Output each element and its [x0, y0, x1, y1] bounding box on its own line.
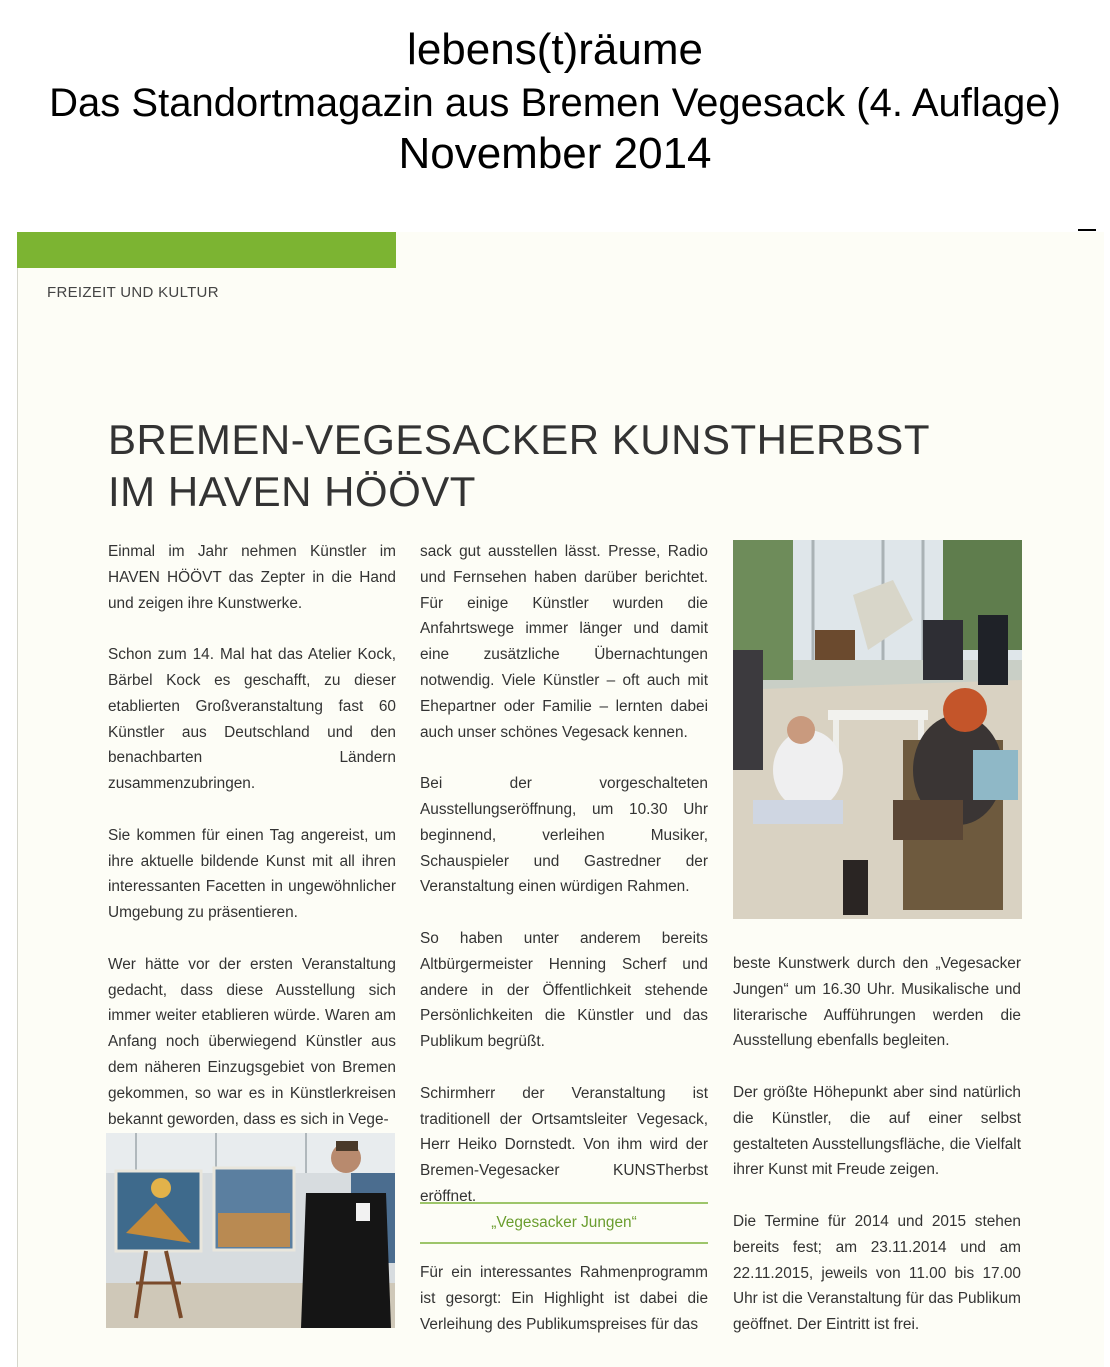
- magazine-subtitle: Das Standortmagazin aus Bremen Vegesack (4. Auflage): [49, 81, 1061, 125]
- section-label: FREIZEIT UND KULTUR: [47, 284, 219, 301]
- paragraph: sack gut ausstellen lässt. Presse, Radio und Fernsehen haben darüber berichtet. Für einige Künstler wurden die Anfahrtswege immer länger und damit eine zusätzliche Übernachtungen notwendig. Viele Künstler – oft auch mit Ehepartner oder Familie – lernten dabei auch unser schönes Vegesack kennen.: [420, 543, 708, 741]
- paragraph: Der größte Höhepunkt aber sind natürlich die Künstler, die auf einer selbst gestalteten Ausstellungsfläche, die Vielfalt ihrer Kunst mit Freude zeigen.: [733, 1083, 1021, 1179]
- article-title: [108, 414, 930, 518]
- paragraph: Sie kommen für einen Tag angereist, um ihre aktuelle bildende Kunst mit all ihren interessanten Facetten in ungewöhnlicher Umgebung zu präsentieren.: [108, 826, 396, 922]
- paragraph: Bei der vorgeschalteten Ausstellungseröffnung, um 10.30 Uhr beginnend, verleihen Musiker, Schauspieler und Gastredner der Veranstaltung einen würdigen Rahmen.: [420, 775, 708, 896]
- text-column-1: [108, 539, 396, 1158]
- text-column-2: [420, 539, 708, 1236]
- paragraph: Für ein interessantes Rahmenprogramm ist gesorgt: Ein Highlight ist dabei die Verleihung des Publikumspreises für das: [420, 1264, 708, 1333]
- magazine-name: lebens(t)räume: [407, 25, 703, 74]
- section-color-bar: [17, 232, 396, 268]
- paragraph: Die Termine für 2014 und 2015 stehen bereits fest; am 23.11.2014 und am 22.11.2015, jeweils von 11.00 bis 17.00 Uhr ist die Veranstaltung für das Publikum geöffnet. Der Eintritt ist frei.: [733, 1212, 1021, 1334]
- text-column-2-continued: [420, 1260, 708, 1363]
- subheading: „Vegesacker Jungen“: [420, 1202, 708, 1244]
- issue-date: November 2014: [398, 129, 712, 178]
- scan-mark: [1078, 229, 1096, 231]
- paragraph: Wer hätte vor der ersten Veranstaltung gedacht, dass diese Ausstellung sich immer weiter etablieren würde. Waren am Anfang noch überwiegend Künstler aus dem näheren Einzugsgebiet von Bremen gekommen, so war es in Künstlerkreisen bekannt geworden, dass es sich in Vege-: [108, 955, 396, 1128]
- title-line-2: IM HAVEN HÖÖVT: [108, 468, 476, 515]
- paragraph: Schon zum 14. Mal hat das Atelier Kock, Bärbel Kock es geschafft, zu dieser etablierten Großveranstaltung fast 60 Künstler aus Deutschland und den benachbarten Ländern zusammenzubringen.: [108, 646, 396, 793]
- artist-photo: [106, 1133, 395, 1328]
- publication-header: [0, 22, 1110, 178]
- paragraph: beste Kunstwerk durch den „Vegesacker Jungen“ um 16.30 Uhr. Musikalische und literarische Aufführungen werden die Ausstellung ebenfalls begleiten.: [733, 955, 1021, 1050]
- text-column-3: [733, 951, 1021, 1364]
- paragraph: So haben unter anderem bereits Altbürgermeister Henning Scherf und andere in der Öffentlichkeit stehende Persönlichkeiten die Künstler und das Publikum begrüßt.: [420, 929, 708, 1051]
- paragraph: Schirmherr der Veranstaltung ist traditionell der Ortsamtsleiter Vegesack, Herr Heiko Dornstedt. Von ihm wird der Bremen-Vegesacker KUNSTherbst eröffnet.: [420, 1084, 708, 1205]
- title-line-1: BREMEN-VEGESACKER KUNSTHERBST: [108, 416, 930, 463]
- paragraph: Einmal im Jahr nehmen Künstler im HAVEN HÖÖVT das Zepter in die Hand und zeigen ihre Kunstwerke.: [108, 543, 396, 612]
- exhibition-photo: [733, 540, 1022, 919]
